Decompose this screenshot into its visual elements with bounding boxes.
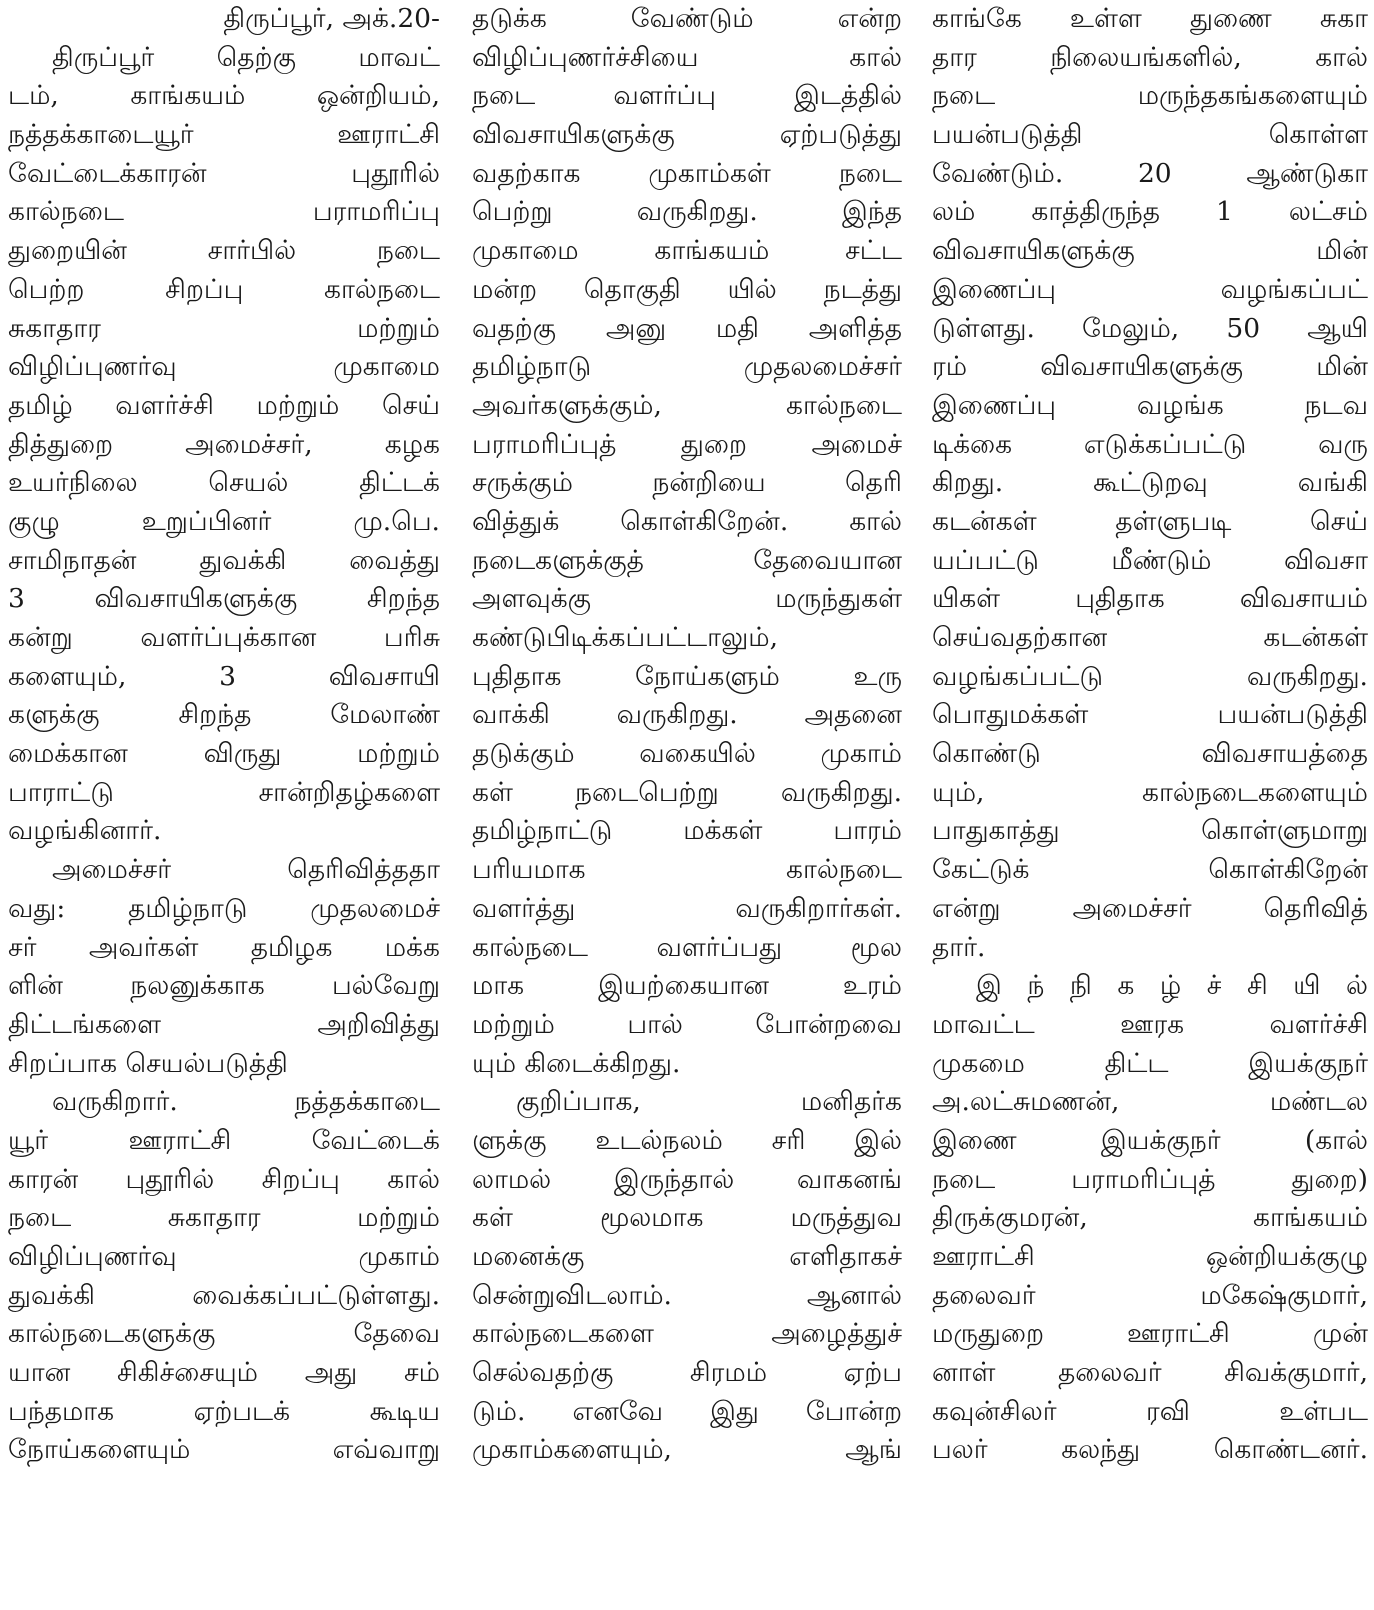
text-line: புதிதாக நோய்களும் உரு: [472, 660, 902, 692]
text-line: கவுன்சிலர் ரவி உள்பட: [932, 1395, 1368, 1427]
text-line: மன்ற தொகுதி யில் நடத்து: [472, 273, 902, 305]
text-line: கிறது. கூட்டுறவு வங்கி: [932, 467, 1368, 499]
text-line: தித்துறை அமைச்சர், கழக: [8, 428, 440, 460]
text-line: இணைப்பு வழங்கப்பட்: [932, 273, 1368, 305]
text-line: தார்.: [932, 931, 986, 963]
text-line: தமிழ் வளர்ச்சி மற்றும் செய்: [8, 389, 440, 421]
text-line: களையும், 3 விவசாயி: [8, 660, 440, 692]
text-line: கள் மூலமாக மருத்துவ: [472, 1202, 902, 1234]
text-line: இணைப்பு வழங்க நடவ: [932, 389, 1368, 421]
text-line: அவர்களுக்கும், கால்நடை: [472, 389, 902, 421]
text-line: துறையின் சார்பில் நடை: [8, 235, 440, 267]
text-line: பொதுமக்கள் பயன்படுத்தி: [932, 699, 1368, 731]
text-line: இ ந் நி க ழ் ச் சி யி ல்: [976, 970, 1368, 1002]
text-line: சாமிநாதன் துவக்கி வைத்து: [8, 544, 440, 576]
text-line: டிக்கை எடுக்கப்பட்டு வரு: [932, 428, 1368, 460]
text-line: பந்தமாக ஏற்படக் கூடிய: [8, 1395, 440, 1427]
text-line: ளுக்கு உடல்நலம் சரி இல்: [472, 1124, 902, 1156]
text-line: விவசாயிகளுக்கு மின்: [932, 235, 1368, 267]
text-line: கடன்கள் தள்ளுபடி செய்: [932, 505, 1368, 537]
text-line: மனைக்கு எளிதாகச்: [472, 1241, 902, 1272]
text-line: நத்தக்காடையூர் ஊராட்சி: [8, 119, 440, 151]
text-line: ஊராட்சி ஒன்றியக்குழு: [932, 1241, 1368, 1272]
text-line: என்று அமைச்சர் தெரிவித்: [932, 892, 1368, 924]
text-line: லாமல் இருந்தால் வாகனங்: [472, 1163, 902, 1195]
text-line: கால்நடை பராமரிப்பு: [8, 196, 440, 228]
text-line: வித்துக் கொள்கிறேன். கால்: [472, 505, 902, 537]
text-line: அளவுக்கு மருந்துகள்: [472, 583, 902, 615]
article-column-2: [472, 0, 902, 1610]
text-line: நடைகளுக்குத் தேவையான: [472, 544, 902, 576]
text-line: சிறப்பாக செயல்படுத்தி: [8, 1047, 288, 1079]
text-line: செய்வதற்கான கடன்கள்: [932, 622, 1368, 653]
text-line: அமைச்சர் தெரிவித்ததா: [52, 854, 440, 886]
text-line: நடை வளர்ப்பு இடத்தில்: [472, 80, 902, 112]
text-line: குழு உறுப்பினர் மு.பெ.: [8, 505, 440, 537]
text-line: அ.லட்சுமணன், மண்டல: [932, 1086, 1368, 1118]
text-line: திருப்பூர் தெற்கு மாவட்: [52, 41, 440, 73]
text-line: ரம் விவசாயிகளுக்கு மின்: [932, 351, 1368, 383]
text-line: உயர்நிலை செயல் திட்டக்: [8, 467, 440, 499]
text-line: வது: தமிழ்நாடு முதலமைச்: [8, 892, 440, 924]
text-line: தார நிலையங்களில், கால்: [932, 41, 1368, 73]
text-line: டம், காங்கயம் ஒன்றியம்,: [8, 80, 440, 112]
text-line: டும். எனவே இது போன்ற: [472, 1395, 902, 1427]
article-column-3: [932, 0, 1368, 1610]
text-line: விழிப்புணர்வு முகாம்: [8, 1241, 440, 1272]
text-line: மற்றும் பால் போன்றவை: [472, 1008, 902, 1040]
text-line: யப்பட்டு மீண்டும் விவசா: [932, 544, 1368, 576]
text-line: துவக்கி வைக்கப்பட்டுள்ளது.: [8, 1279, 440, 1311]
text-line: யான சிகிச்சையும் அது சம்: [8, 1357, 440, 1389]
text-line: பயன்படுத்தி கொள்ள: [932, 119, 1368, 151]
text-line: மருதுறை ஊராட்சி முன்: [932, 1318, 1368, 1350]
text-line: சருக்கும் நன்றியை தெரி: [472, 467, 902, 499]
text-line: வழங்கினார்.: [8, 815, 162, 847]
text-line: கொண்டு விவசாயத்தை: [932, 738, 1368, 770]
text-line: பாராட்டு சான்றிதழ்களை: [8, 776, 440, 808]
text-line: பெற்ற சிறப்பு கால்நடை: [8, 273, 440, 305]
text-line: நடை பராமரிப்புத் துறை): [932, 1163, 1368, 1195]
text-line: வழங்கப்பட்டு வருகிறது.: [932, 660, 1368, 692]
text-line: வேட்டைக்காரன் புதூரில்: [8, 157, 440, 189]
text-line: விவசாயிகளுக்கு ஏற்படுத்து: [472, 119, 902, 151]
text-line: பலர் கலந்து கொண்டனர்.: [932, 1434, 1368, 1466]
text-line: யிகள் புதிதாக விவசாயம்: [932, 583, 1368, 615]
text-line: பரியமாக கால்நடை: [472, 854, 902, 886]
text-line: திட்டங்களை அறிவித்து: [8, 1008, 440, 1040]
text-line: பாதுகாத்து கொள்ளுமாறு: [932, 815, 1368, 847]
text-line: யூர் ஊராட்சி வேட்டைக்: [8, 1124, 440, 1156]
text-line: தடுக்க வேண்டும் என்ற: [472, 3, 902, 34]
text-line: சுகாதார மற்றும்: [8, 312, 440, 344]
text-line: கால்நடைகளை அழைத்துச்: [472, 1318, 902, 1350]
text-line: பெற்று வருகிறது. இந்த: [472, 196, 902, 228]
text-line: குறிப்பாக, மனிதர்க: [516, 1086, 902, 1118]
text-line: மாக இயற்கையான உரம்: [472, 970, 902, 1002]
text-line: வதற்காக முகாம்கள் நடை: [472, 157, 902, 189]
text-line: சென்றுவிடலாம். ஆனால்: [472, 1279, 902, 1311]
text-line: காரன் புதூரில் சிறப்பு கால்: [8, 1163, 440, 1195]
text-line: னாள் தலைவர் சிவக்குமார்,: [932, 1357, 1368, 1389]
text-line: நடை மருந்தகங்களையும்: [932, 80, 1368, 112]
text-line: கால்நடைகளுக்கு தேவை: [8, 1318, 440, 1350]
text-line: தடுக்கும் வகையில் முகாம்: [472, 738, 902, 770]
text-line: கண்டுபிடிக்கப்பட்டாலும்,: [472, 622, 779, 653]
text-line: வளர்த்து வருகிறார்கள்.: [472, 892, 902, 924]
text-line: சர் அவர்கள் தமிழக மக்க: [8, 931, 440, 963]
text-line: ளின் நலனுக்காக பல்வேறு: [8, 970, 440, 1002]
text-line: முகாமை காங்கயம் சட்ட: [472, 235, 902, 267]
text-line: நோய்களையும் எவ்வாறு: [8, 1434, 440, 1466]
text-line: யும் கிடைக்கிறது.: [472, 1047, 681, 1079]
text-line: கன்று வளர்ப்புக்கான பரிசு: [8, 622, 440, 653]
text-line: யும், கால்நடைகளையும்: [932, 776, 1368, 808]
text-line: கள் நடைபெற்று வருகிறது.: [472, 776, 902, 808]
text-line: திருக்குமரன், காங்கயம்: [932, 1202, 1368, 1234]
text-line: முகாம்களையும், ஆங்: [472, 1434, 902, 1466]
text-line: 3 விவசாயிகளுக்கு சிறந்த: [8, 583, 440, 615]
text-line: களுக்கு சிறந்த மேலாண்: [8, 699, 440, 731]
text-line: பராமரிப்புத் துறை அமைச்: [472, 428, 902, 460]
text-line: நடை சுகாதார மற்றும்: [8, 1202, 440, 1234]
text-line: விழிப்புணர்வு முகாமை: [8, 351, 440, 383]
text-line: லம் காத்திருந்த 1 லட்சம்: [932, 196, 1368, 228]
text-line: மைக்கான விருது மற்றும்: [8, 738, 440, 770]
article-column-1: [8, 0, 440, 1610]
text-line: வாக்கி வருகிறது. அதனை: [472, 699, 902, 731]
text-line: வதற்கு அனு மதி அளித்த: [472, 312, 902, 344]
text-line: காங்கே உள்ள துணை சுகா: [932, 3, 1368, 34]
text-line: விழிப்புணர்ச்சியை கால்: [472, 41, 902, 73]
text-line: மாவட்ட ஊரக வளர்ச்சி: [932, 1008, 1368, 1040]
text-line: தலைவர் மகேஷ்குமார்,: [932, 1279, 1368, 1311]
text-line: முகமை திட்ட இயக்குநர்: [932, 1047, 1368, 1079]
text-line: இணை இயக்குநர் (கால்: [932, 1124, 1368, 1156]
text-line: செல்வதற்கு சிரமம் ஏற்ப: [472, 1357, 902, 1389]
text-line: டுள்ளது. மேலும், 50 ஆயி: [932, 312, 1368, 344]
text-line: தமிழ்நாடு முதலமைச்சர்: [472, 351, 902, 383]
text-line: கேட்டுக் கொள்கிறேன்: [932, 854, 1368, 886]
text-line: திருப்பூர், அக்.20-: [223, 3, 440, 34]
text-line: கால்நடை வளர்ப்பது மூல: [472, 931, 902, 963]
text-line: தமிழ்நாட்டு மக்கள் பாரம்: [472, 815, 902, 847]
text-line: வருகிறார். நத்தக்காடை: [52, 1086, 440, 1118]
text-line: வேண்டும். 20 ஆண்டுகா: [932, 157, 1368, 189]
